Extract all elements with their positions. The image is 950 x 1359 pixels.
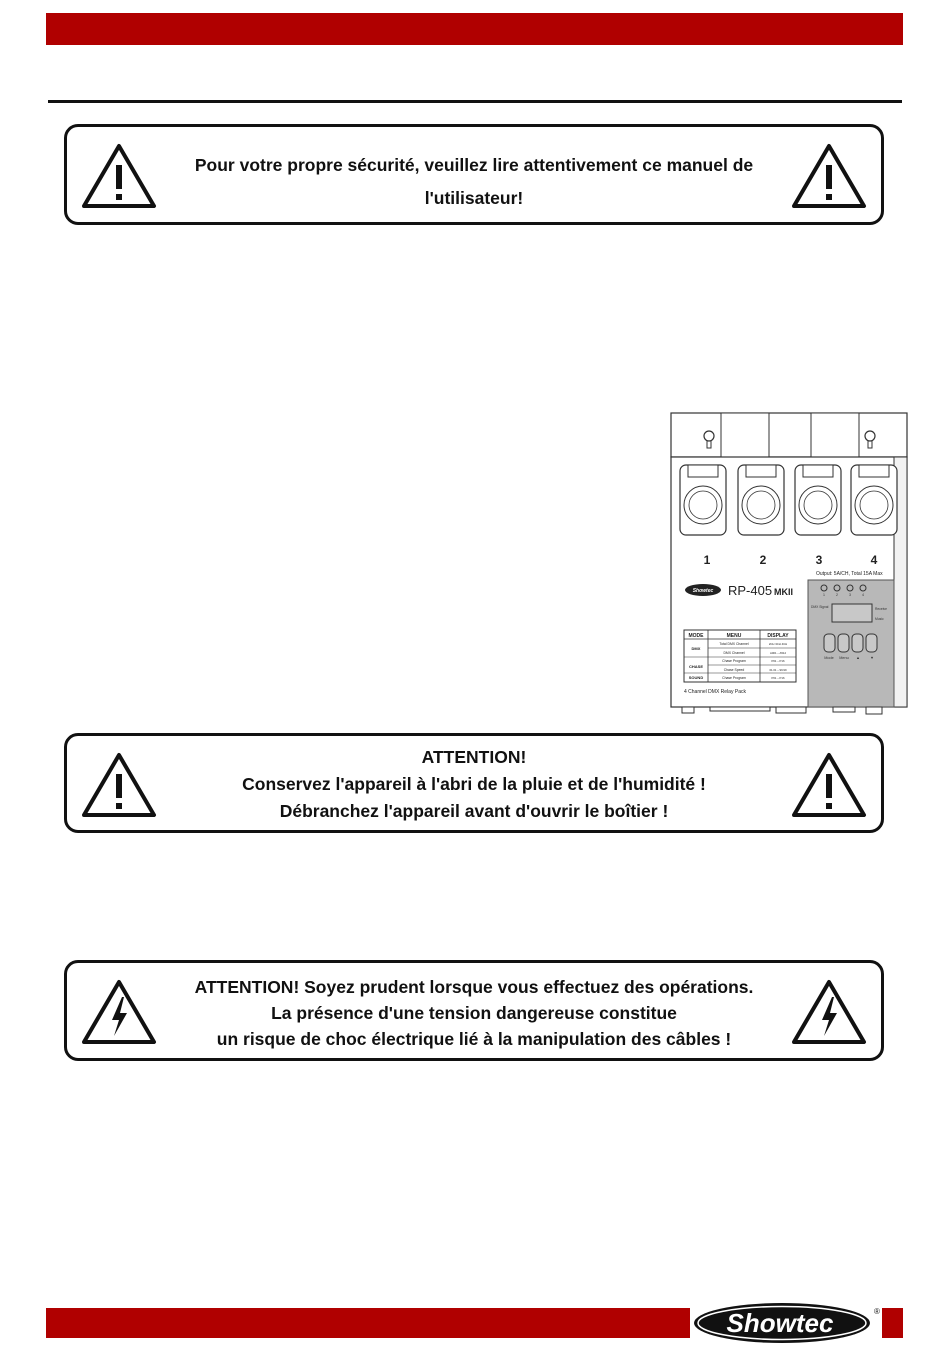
menu-button[interactable]: [838, 634, 849, 652]
socket-number-2: 2: [759, 553, 767, 567]
dmx-signal-label: DMX Signal: [811, 605, 829, 609]
table-cell: Total DMX Channel: [719, 642, 749, 646]
music-label: Music: [875, 617, 884, 621]
socket-number-3: 3: [815, 553, 823, 567]
table-cell: CHASE: [688, 664, 704, 669]
socket-3: [795, 465, 841, 535]
socket-1: [680, 465, 726, 535]
table-cell: DMX Channel: [723, 651, 745, 655]
down-button-label: ▼: [870, 656, 874, 660]
attention-humidity-text: [167, 744, 781, 825]
menu-button-label: Menu: [839, 656, 849, 660]
table-cell: Chase Program: [722, 676, 746, 680]
up-button-label: ▲: [856, 656, 860, 660]
warning-triangle-icon: [791, 752, 867, 818]
up-button[interactable]: [852, 634, 863, 652]
attention-humidity-line3: Débranchez l'appareil avant d'ouvrir le boîtier !: [279, 801, 669, 821]
bottom-connector: [866, 707, 882, 714]
safety-notice-line1: Pour votre propre sécurité, veuillez lire attentivement ce manuel de: [194, 155, 754, 175]
safety-notice-line2: l'utilisateur!: [424, 188, 524, 208]
socket-number-1: 1: [703, 553, 711, 567]
led-number-1: 1: [823, 593, 825, 597]
attention-electric-box: [64, 960, 884, 1061]
footer-logo-text: Showtec: [726, 1308, 834, 1338]
table-cell: DMX: [691, 646, 701, 651]
bottom-connector: [710, 707, 770, 711]
warning-triangle-icon: [81, 752, 157, 818]
safety-notice-box: [64, 124, 884, 225]
high-voltage-icon: [791, 979, 867, 1045]
socket-4: [851, 465, 897, 535]
led-number-4: 4: [862, 593, 864, 597]
warning-triangle-icon: [791, 143, 867, 209]
table-cell: Chase Program: [722, 659, 746, 663]
mode-button[interactable]: [824, 634, 835, 652]
device-caption: 4 Channel DMX Relay Pack: [684, 689, 746, 695]
table-cell: 2CH 3CH 4CH: [768, 642, 788, 646]
bottom-connector: [776, 707, 806, 713]
led-number-2: 2: [836, 593, 838, 597]
model-suffix: MKII: [774, 587, 793, 597]
menu-table: [684, 630, 796, 682]
brand-logo-text: Showtec: [692, 588, 714, 594]
socket-number-4: 4: [870, 553, 878, 567]
table-cell: Chase Speed: [723, 668, 745, 672]
model-name: RP-405: [728, 583, 773, 598]
attention-humidity-line1: ATTENTION!: [421, 747, 527, 767]
down-button[interactable]: [866, 634, 877, 652]
table-cell: 01.01 – 99.99: [769, 668, 787, 672]
control-panel: [808, 580, 894, 707]
table-cell: P01 – P16: [771, 659, 785, 663]
bottom-connector: [682, 707, 694, 713]
attention-humidity-line2: Conservez l'appareil à l'abri de la pluie et de l'humidité !: [242, 774, 706, 794]
table-header: DISPLAY: [767, 633, 789, 639]
attention-electric-line2: La présence d'une tension dangereuse constitue: [271, 1003, 677, 1023]
mode-button-label: Mode: [824, 656, 834, 660]
led-number-3: 3: [849, 593, 851, 597]
attention-electric-text: [167, 974, 781, 1052]
receive-label: Receive: [875, 607, 887, 611]
header-red-bar: [46, 13, 903, 45]
high-voltage-icon: [81, 979, 157, 1045]
attention-electric-line1: ATTENTION! Soyez prudent lorsque vous effectuez des opérations.: [194, 977, 754, 997]
bottom-connector: [833, 707, 855, 712]
display-window: [832, 604, 872, 622]
table-cell: P01 – P16: [771, 676, 785, 680]
showtec-logo-icon: [690, 1300, 882, 1346]
footer-logo: [690, 1300, 882, 1346]
attention-electric-line3: un risque de choc électrique lié à la manipulation des câbles !: [216, 1029, 732, 1049]
table-header: MODE: [688, 633, 704, 639]
header-rule: [48, 100, 902, 103]
footer-logo-mark: ®: [874, 1307, 880, 1316]
table-header: MENU: [726, 633, 742, 639]
table-cell: A001 – A512: [769, 651, 787, 655]
socket-2: [738, 465, 784, 535]
attention-humidity-box: [64, 733, 884, 833]
safety-notice-text: [167, 149, 781, 215]
device-illustration: [668, 410, 910, 716]
output-note: Output: 5A/CH, Total 15A Max: [816, 571, 883, 577]
warning-triangle-icon: [81, 143, 157, 209]
table-cell: SOUND: [688, 675, 704, 680]
